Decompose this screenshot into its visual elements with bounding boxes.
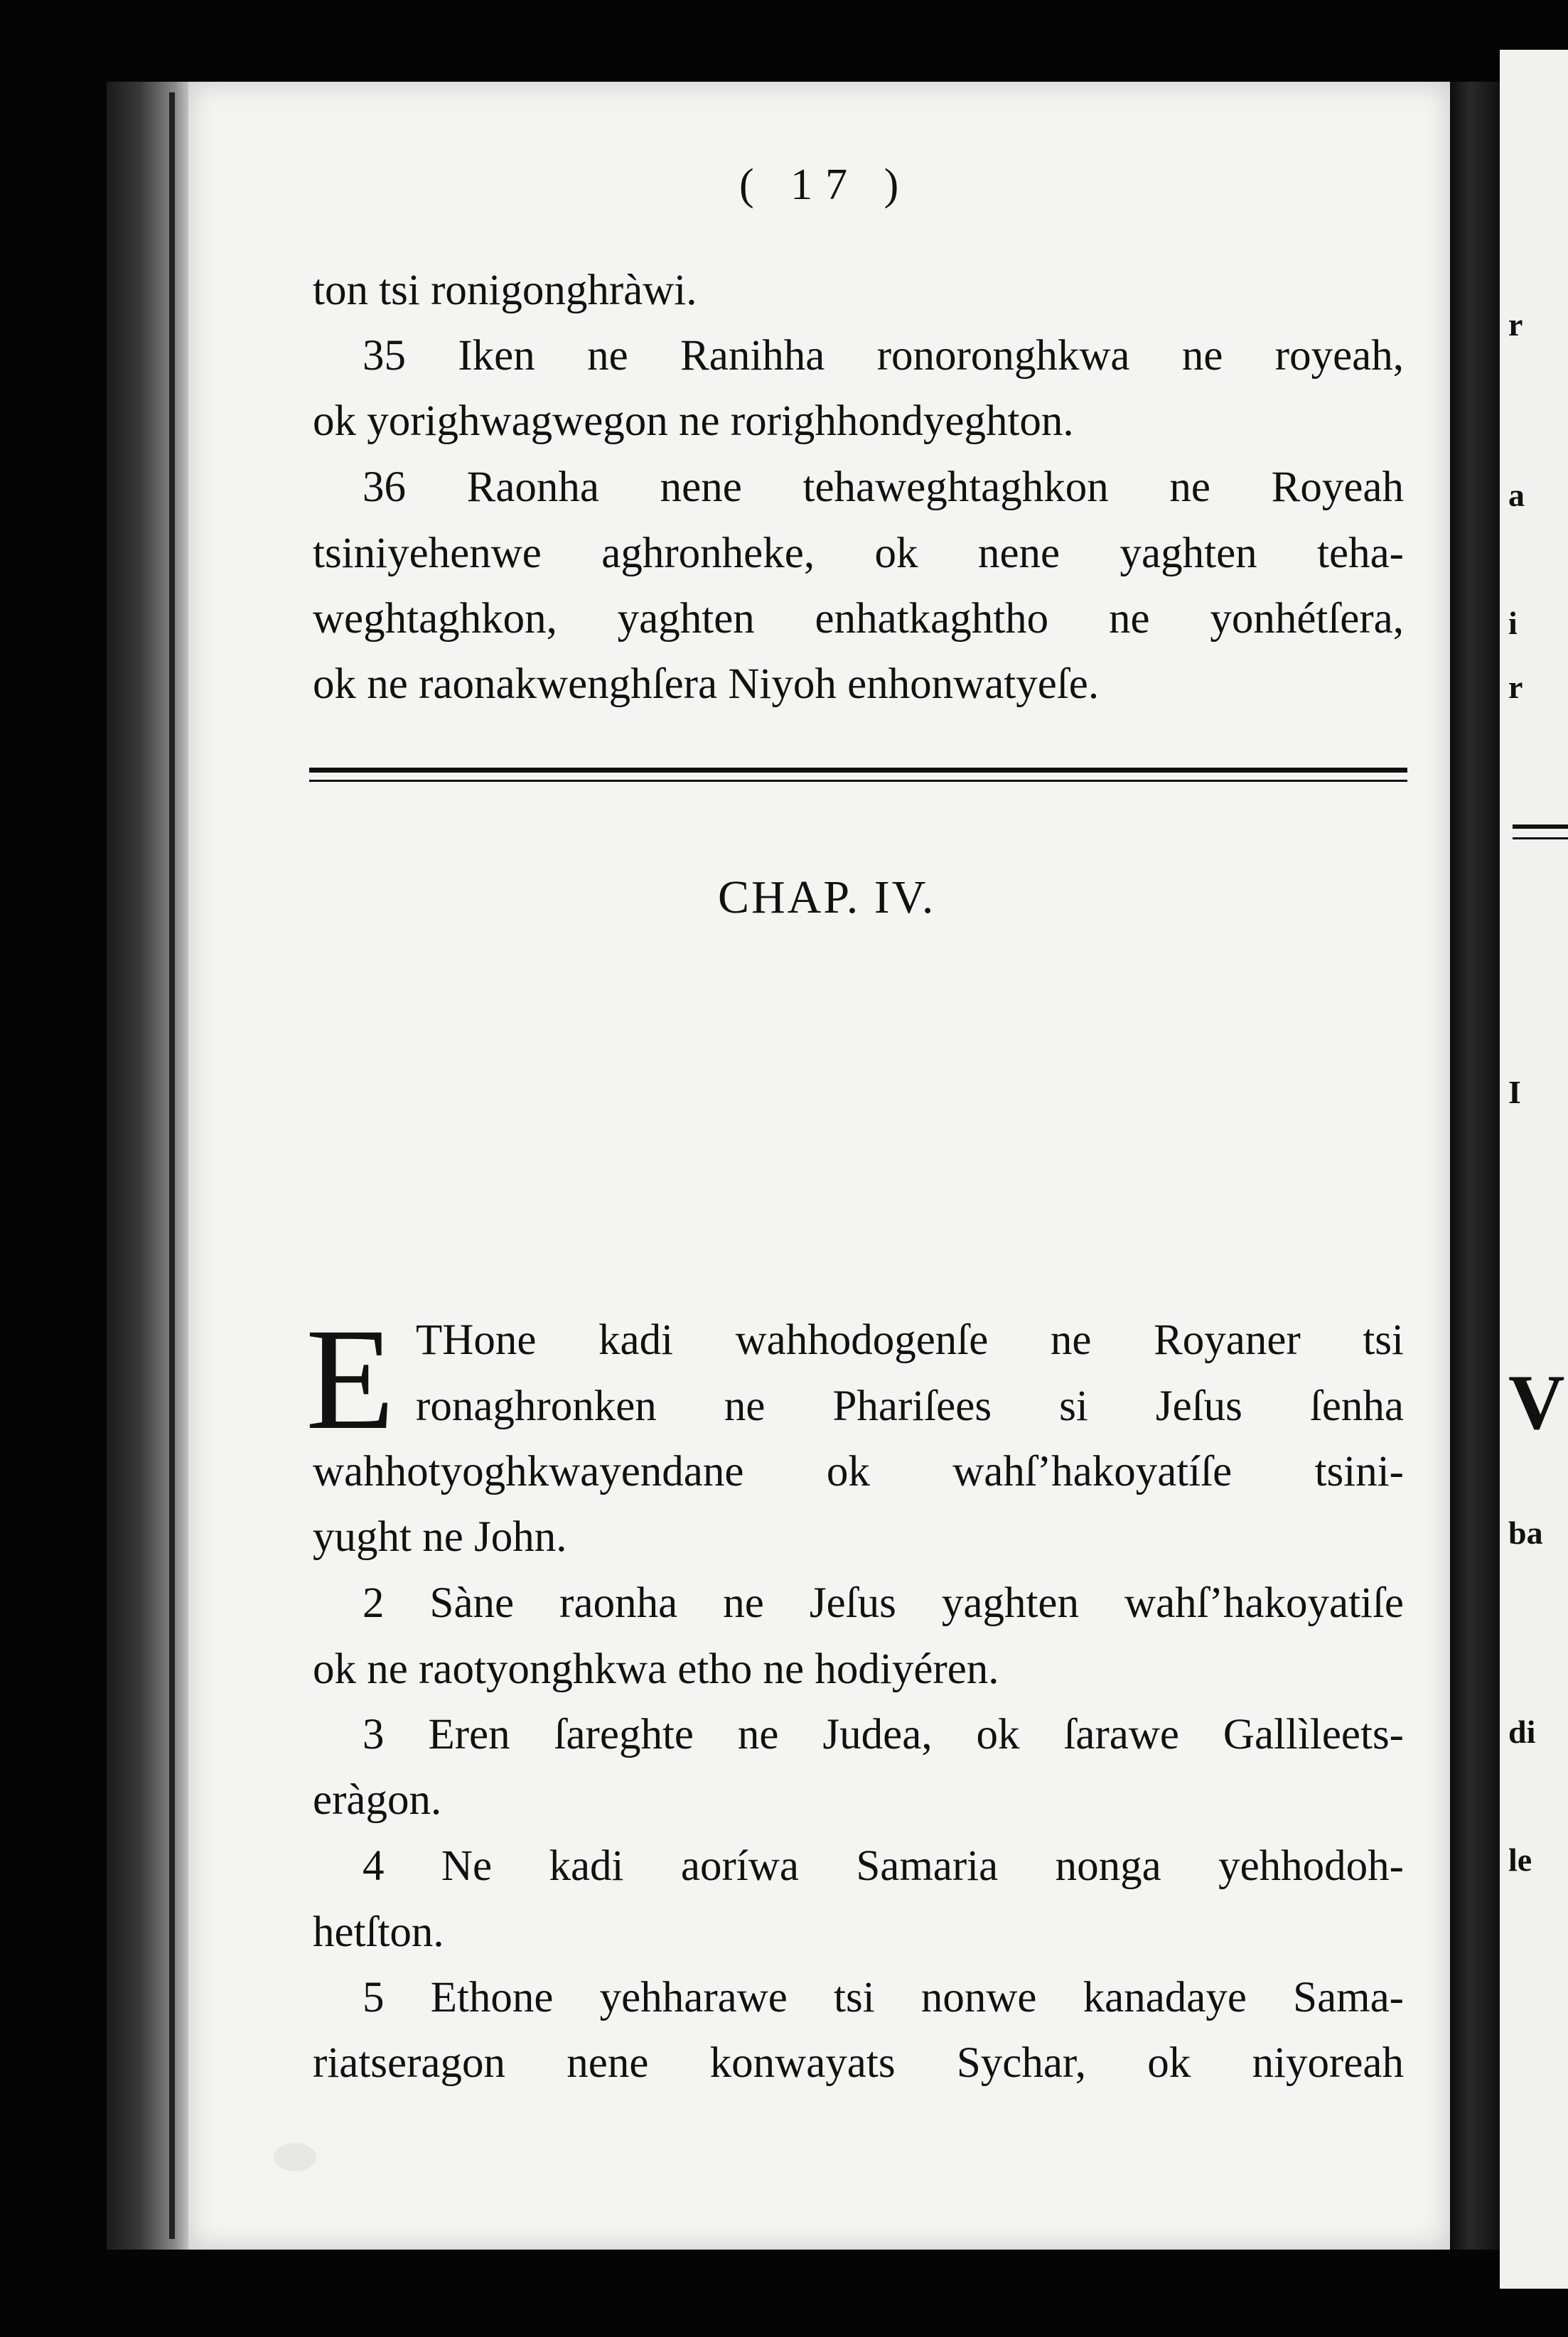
verse-36-line: 36 Raonha nene tehaweghtaghkon ne Royeah — [363, 463, 1404, 511]
right-binding-gutter — [1450, 82, 1500, 2250]
next-page-fragment: a — [1508, 477, 1525, 513]
next-page-fragment: le — [1508, 1842, 1532, 1878]
chapter-heading: CHAP. IV. — [718, 871, 936, 923]
text-line: ok ne raotyonghkwa etho ne hodiyéren. — [313, 1645, 999, 1693]
text-line: eràgon. — [313, 1776, 442, 1824]
section-rule-thick — [309, 768, 1407, 773]
ink-spot — [274, 2143, 316, 2171]
drop-cap-letter: E — [306, 1299, 395, 1460]
next-page-fragment: I — [1508, 1074, 1521, 1110]
text-line: wahhotyoghkwayendane ok wahſ’hakoyatíſe tsini- — [313, 1448, 1404, 1495]
next-page-fragment: r — [1508, 306, 1523, 343]
text-line: yught ne John. — [313, 1513, 567, 1561]
next-page-rule — [1513, 837, 1568, 839]
text-line: THone kadi wahhodogenſe ne Royaner tsi — [416, 1316, 1404, 1364]
next-page-fragment: r — [1508, 669, 1523, 705]
next-page-fragment: i — [1508, 605, 1518, 641]
text-line: hetſton. — [313, 1908, 444, 1956]
adjacent-page-fragment — [1500, 50, 1568, 2289]
text-line: riatseragon nene konwayats Sychar, ok niyoreah — [313, 2039, 1404, 2087]
verse-5-line: 5 Ethone yehharawe tsi nonwe kanadaye Sama- — [363, 1974, 1404, 2021]
verse-2-line: 2 Sàne raonha ne Jeſus yaghten wahſ’hakoyatiſe — [363, 1579, 1404, 1627]
text-line: weghtaghkon, yaghten enhatkaghtho ne yonhétſera, — [313, 595, 1404, 643]
verse-35-line: 35 Iken ne Ranihha ronoronghkwa ne royeah, — [363, 332, 1404, 380]
next-page-fragment: ba — [1508, 1515, 1543, 1551]
text-line: ronaghronken ne Phariſees si Jeſus ſenha — [416, 1382, 1404, 1430]
page-edge-line — [169, 92, 175, 2239]
next-page-fragment: V — [1508, 1359, 1565, 1446]
next-page-rule — [1513, 824, 1568, 829]
section-rule-thin — [309, 780, 1407, 782]
left-binding-shadow — [107, 82, 192, 2250]
text-line: ton tsi ronigonghràwi. — [313, 267, 697, 314]
verse-4-line: 4 Ne kadi aoríwa Samaria nonga yehhodoh- — [363, 1842, 1404, 1890]
text-line: ok ne raonakwenghſera Niyoh enhonwatyeſe. — [313, 660, 1100, 708]
next-page-fragment: di — [1508, 1714, 1536, 1750]
page-number: ( 17 ) — [739, 161, 912, 209]
text-line: ok yorighwagwegon ne rorighhondyeghton. — [313, 397, 1074, 445]
text-line: tsiniyehenwe aghronheke, ok nene yaghten teha- — [313, 530, 1404, 577]
verse-3-line: 3 Eren ſareghte ne Judea, ok ſarawe Gallìleets- — [363, 1711, 1404, 1758]
